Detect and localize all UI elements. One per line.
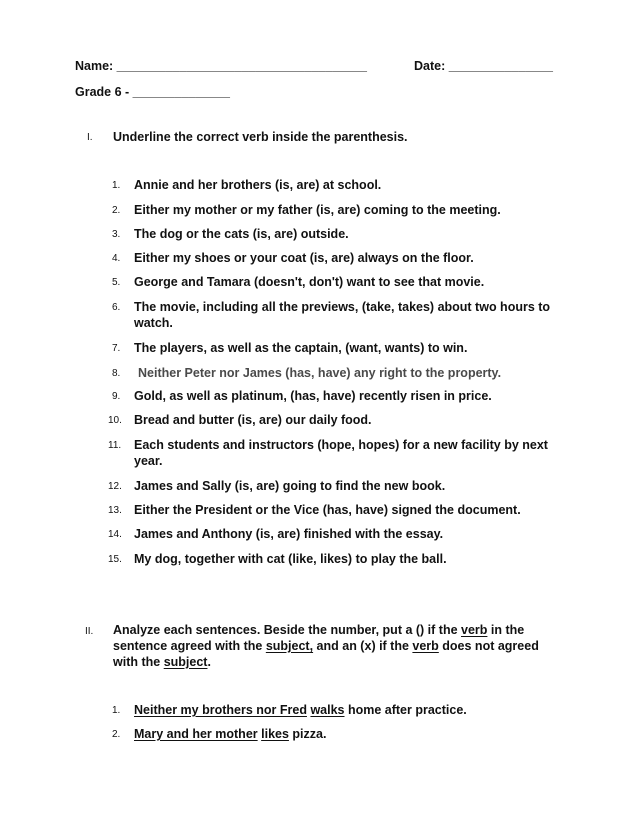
item-number: 9. [112, 391, 121, 402]
date-field-label: Date: _______________ [414, 59, 554, 73]
list-item: Either the President or the Vice (has, have) signed the document. [134, 503, 521, 517]
verb-underlined-word: likes [261, 727, 289, 741]
item-number: 2. [112, 205, 121, 216]
item-number: 14. [108, 529, 122, 540]
item-number: 11. [108, 440, 122, 451]
item-number: 1. [112, 180, 121, 191]
list-item: The players, as well as the captain, (want, wants) to win. [134, 341, 468, 355]
subject-underlined-word: Neither my brothers nor Fred [134, 703, 307, 717]
item-number: 15. [108, 554, 122, 565]
list-item: Bread and butter (is, are) our daily food. [134, 413, 372, 427]
list-item: George and Tamara (doesn't, don't) want to see that movie. [134, 275, 485, 289]
item-number: 5. [112, 277, 121, 288]
item-number: 3. [112, 229, 121, 240]
subject-underlined-word: subject [163, 655, 208, 669]
list-item: Each students and instructors (hope, hopes) for a new facility by next year. [134, 438, 548, 468]
list-item: Annie and her brothers (is, are) at school. [134, 178, 382, 192]
list-item: Either my shoes or your coat (is, are) always on the floor. [134, 251, 474, 265]
x-mark-icon: x [364, 639, 372, 653]
list-item: Neither my brothers nor Fred walks home after practice. [134, 703, 467, 717]
item-number: 2. [112, 729, 121, 740]
item-number: 4. [112, 253, 121, 264]
section-2-numeral: II. [85, 626, 94, 637]
subject-underlined-word: Mary and her mother [134, 727, 258, 741]
section-1-numeral: I. [87, 132, 93, 143]
item-number: 1. [112, 705, 121, 716]
section-1-instruction: Underline the correct verb inside the parenthesis. [113, 130, 408, 144]
list-item: James and Anthony (is, are) finished with the essay. [134, 527, 444, 541]
verb-underlined-word: verb [412, 639, 439, 653]
name-field-label: Name: ____________________________________ [75, 59, 367, 73]
item-number: 12. [108, 481, 122, 492]
list-item: The movie, including all the previews, (take, takes) about two hours to watch. [134, 300, 551, 330]
item-number: 6. [112, 302, 121, 313]
subject-underlined-word: subject, [265, 639, 314, 653]
item-number: 10. [108, 415, 122, 426]
verb-underlined-word: verb [461, 623, 488, 637]
section-2-instruction: Analyze each sentences. Beside the number, put a () if the verb in the sentence agreed with the subject, and an (x) if the verb does not agreed with the subject. [113, 623, 539, 669]
list-item: Either my mother or my father (is, are) coming to the meeting. [134, 203, 501, 217]
list-item: Mary and her mother likes pizza. [134, 727, 327, 741]
grade-field-label: Grade 6 - ______________ [75, 85, 230, 99]
list-item: My dog, together with cat (like, likes) to play the ball. [134, 552, 447, 566]
item-number: 7. [112, 343, 121, 354]
item-number: 8. [112, 368, 121, 379]
verb-underlined-word: walks [310, 703, 345, 717]
list-item: Gold, as well as platinum, (has, have) recently risen in price. [134, 389, 492, 403]
list-item: James and Sally (is, are) going to find the new book. [134, 479, 446, 493]
item-number: 13. [108, 505, 122, 516]
list-item: The dog or the cats (is, are) outside. [134, 227, 349, 241]
list-item: Neither Peter nor James (has, have) any right to the property. [138, 366, 502, 380]
